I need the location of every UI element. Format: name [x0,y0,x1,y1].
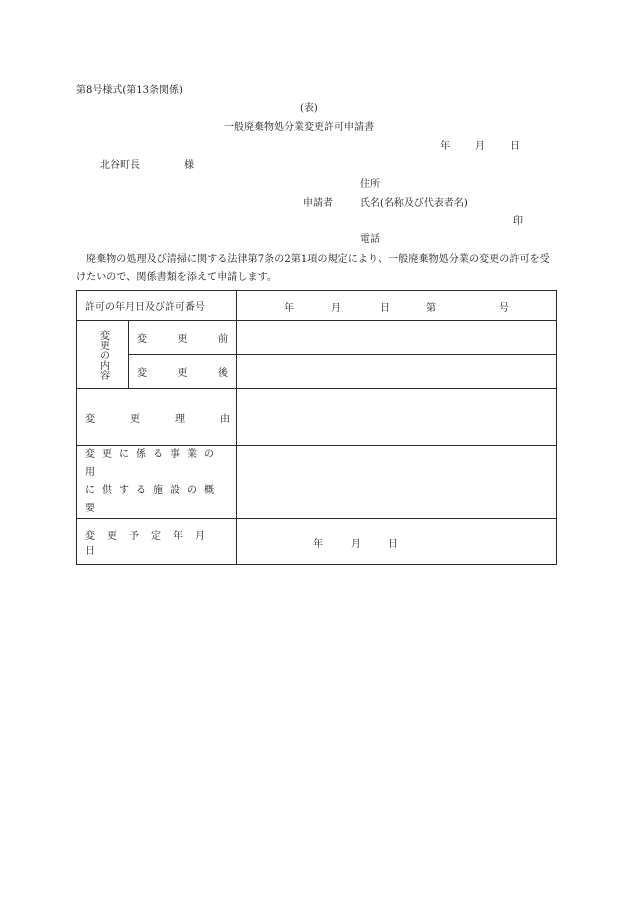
applicant-label: 申請者 [303,198,333,209]
address-label: 住所 [360,179,380,190]
date-month-label: 月 [475,141,485,152]
facility-overview-value[interactable] [237,446,557,519]
date-day-label: 日 [510,141,520,152]
change-reason-label-cell [77,389,237,446]
application-date [440,141,520,153]
addressee [100,160,194,172]
scheduled-date-label-cell [77,519,237,565]
change-content-label-cell [77,321,129,389]
scheduled-date-value-cell[interactable] [237,519,557,565]
phone-label: 電話 [360,234,380,245]
application-statement: 廃棄物の処理及び清掃に関する法律第7条の2第1項の規定により、一般廃棄物処分業の変更の許可を受けたいので、関係書類を添えて申請します。 [76,254,550,283]
change-reason-label: 変 更 理 由 [85,413,230,425]
change-reason-value[interactable] [237,389,557,446]
change-content-label: 変更の内容 [97,329,109,380]
date-year-label: 年 [440,141,450,152]
seal-mark: 印 [513,216,523,227]
change-after-row [77,355,557,389]
permit-month-label: 月 [331,303,341,314]
form-number: 第8号様式(第13条関係) [76,85,183,96]
facility-label-line1: 変更に係る事業の用 [85,449,221,478]
permit-value-cell[interactable] [237,291,557,321]
change-before-value[interactable] [237,321,557,355]
permit-label: 許可の年月日及び許可番号 [85,302,205,313]
scheduled-date-label: 変更予定年月日 [85,530,217,557]
addressee-honorific: 様 [184,160,194,171]
facility-label-cell [77,446,237,519]
schedule-day-label: 日 [388,539,398,550]
change-before-row [77,321,557,355]
change-after-label-cell [129,355,237,389]
permit-day-label: 日 [380,303,390,314]
facility-overview-label [77,446,236,518]
schedule-year-label: 年 [313,539,323,550]
change-after-label: 変 更 後 [137,368,228,379]
facility-label-line2: に供する施設の概要 [85,485,221,514]
scheduled-date-row [77,519,557,565]
permit-row [77,291,557,321]
permit-year-label: 年 [284,303,294,314]
schedule-month-label: 月 [351,539,361,550]
name-label: 氏名(名称及び代表者名) [360,198,468,209]
permit-label-cell [77,291,237,321]
permit-go-label: 号 [499,303,509,314]
change-before-label: 変 更 前 [137,334,228,345]
permit-dai-label: 第 [426,303,436,314]
document-title: 一般廃棄物処分業変更許可申請書 [224,122,374,133]
application-form-table [76,290,557,565]
change-after-value[interactable] [237,355,557,389]
front-side-marker: (表) [300,103,318,114]
change-before-label-cell [129,321,237,355]
facility-overview-row [77,446,557,519]
change-reason-row [77,389,557,446]
addressee-name: 北谷町長 [100,160,140,171]
